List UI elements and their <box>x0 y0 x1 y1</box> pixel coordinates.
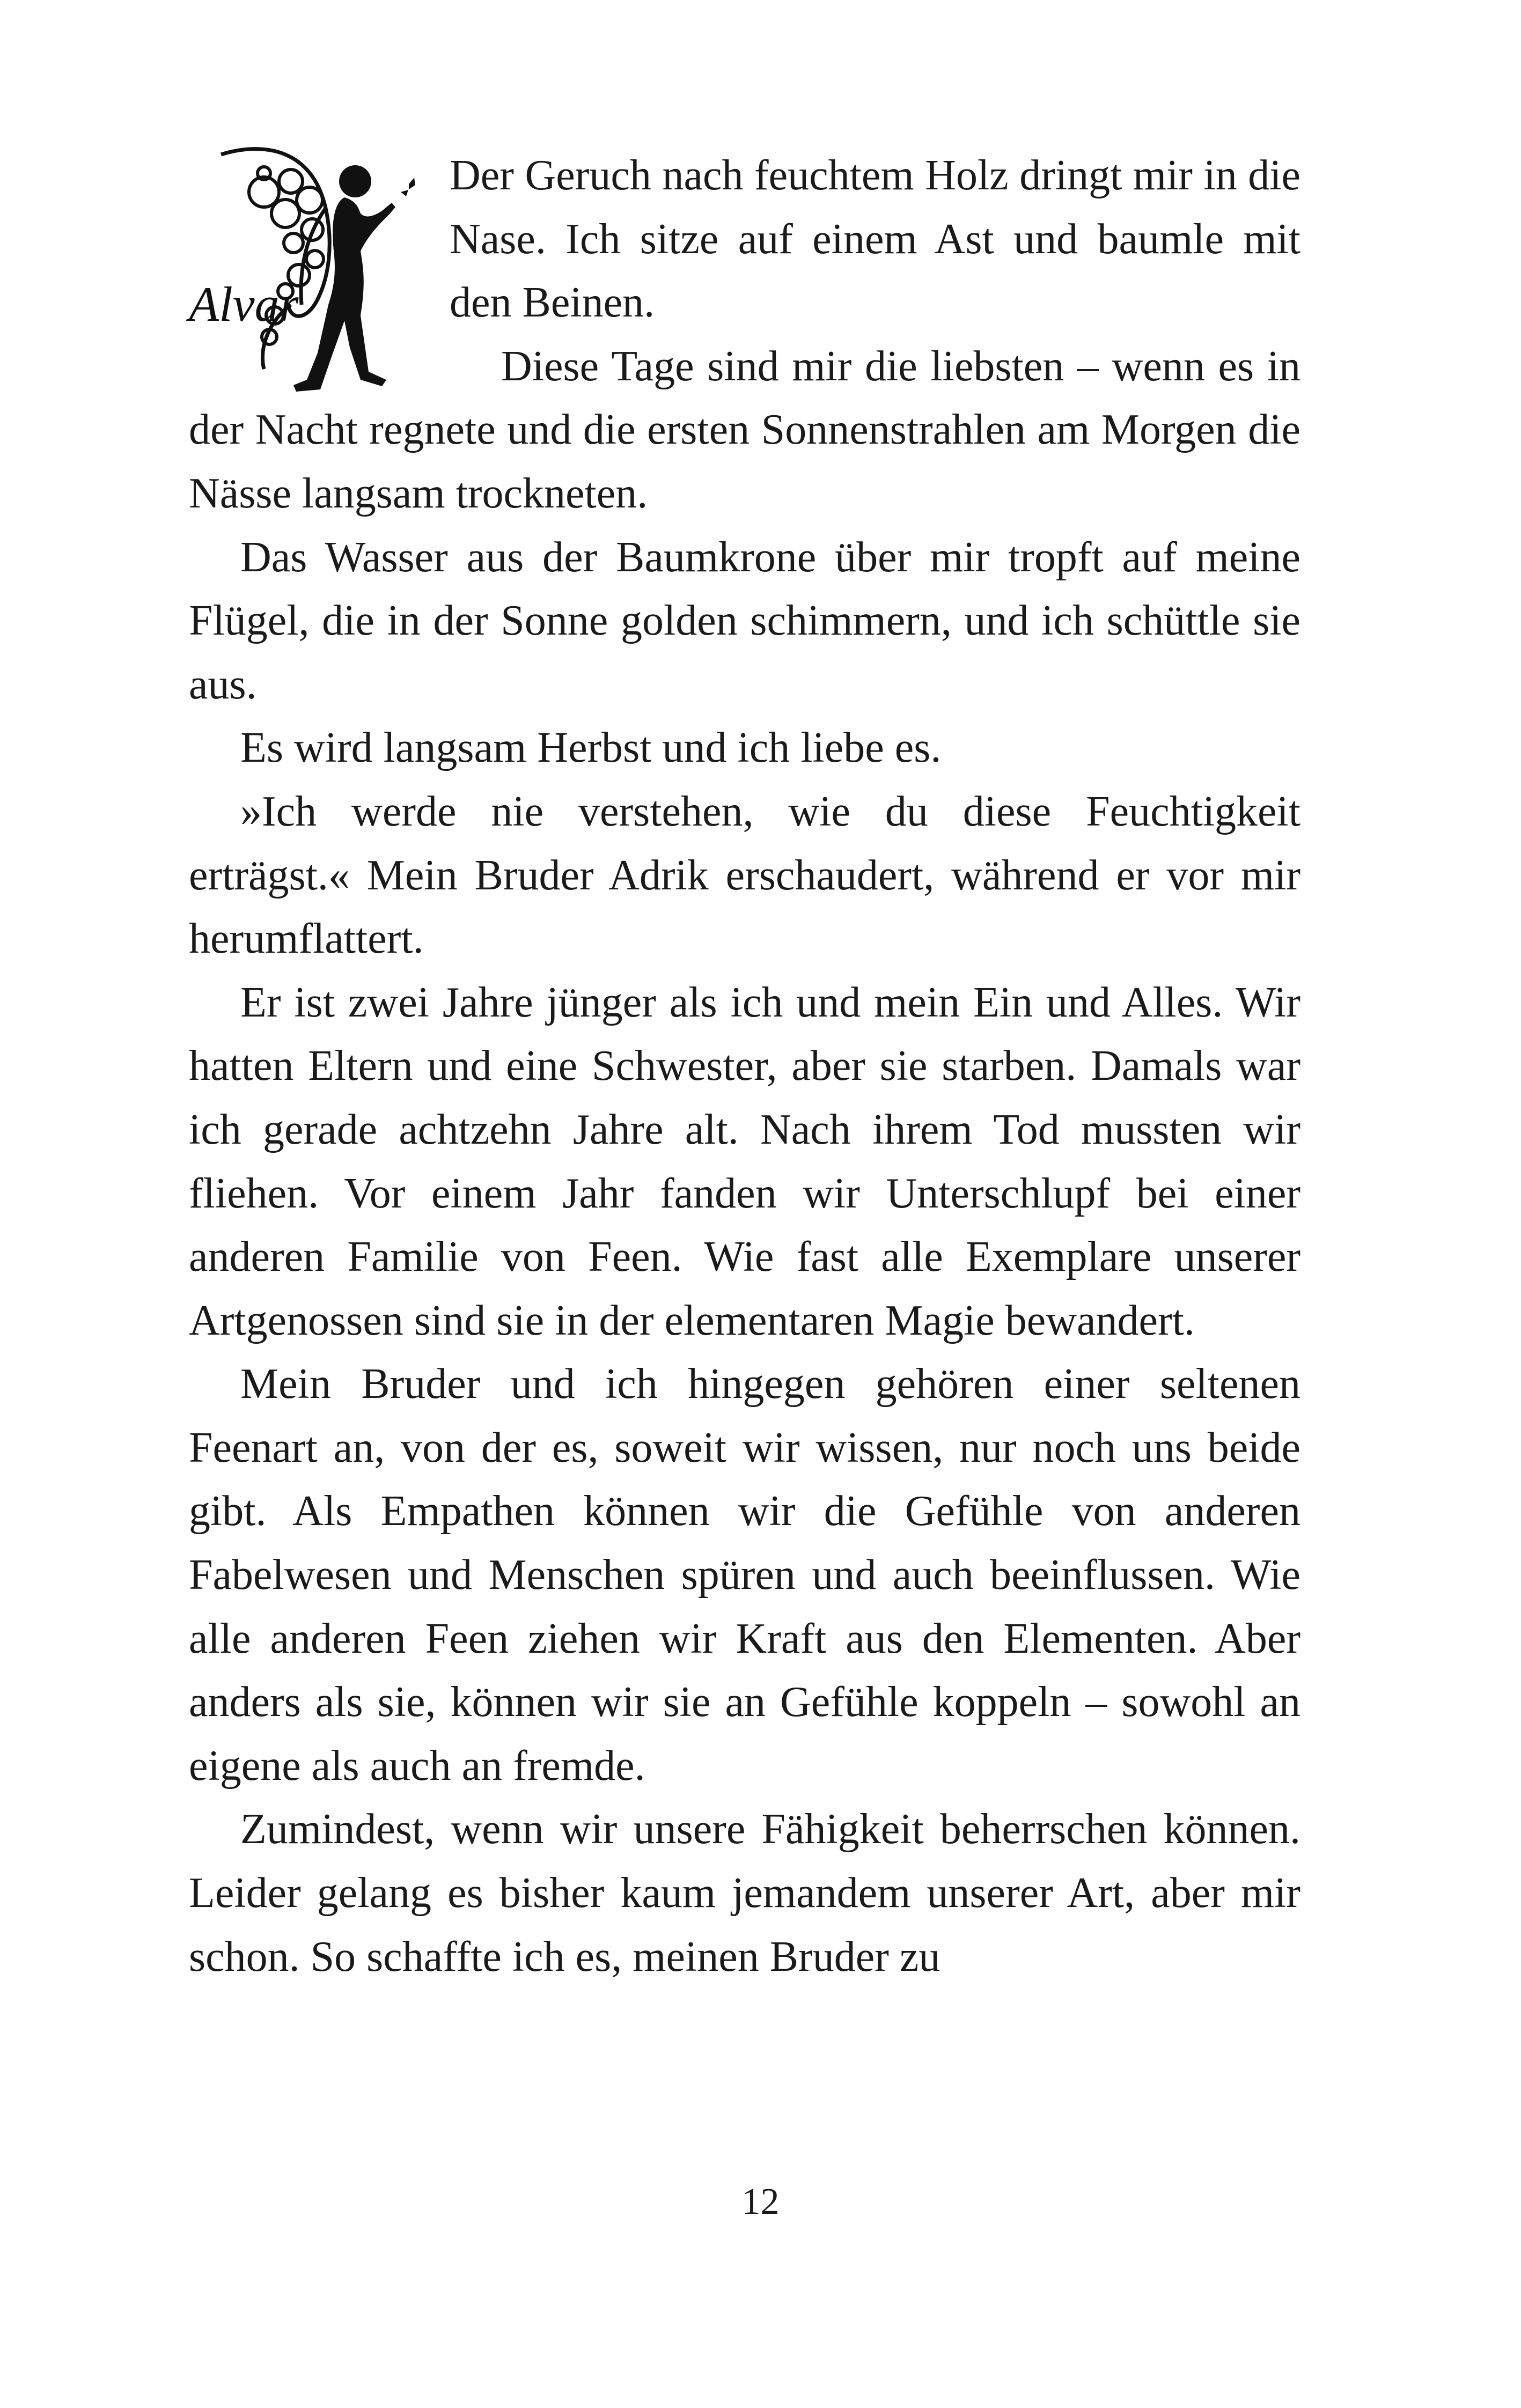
paragraph: »Ich werde nie verstehen, wie du diese Feuchtigkeit erträgst.« Mein Bruder Adrik erschaudert, während er vor mir herumflattert. <box>189 787 1300 963</box>
paragraph: Der Geruch nach feuchtem Holz dringt mir in die Nase. Ich sitze auf einem Ast und baumle mit den Beinen. <box>450 152 1300 327</box>
paragraph: Diese Tage sind mir die liebsten – wenn es in der Nacht regnete und die ersten Sonnenstrahlen am Morgen die Nässe langsam trockneten. <box>189 342 1300 517</box>
body-text <box>189 144 1300 1989</box>
paragraph: Zumindest, wenn wir unsere Fähigkeit beherrschen können. Leider gelang es bisher kaum jemandem unserer Art, aber mir schon. So schaffte ich es, meinen Bruder zu <box>189 1806 1300 1980</box>
paragraph: Es wird langsam Herbst und ich liebe es. <box>240 724 942 772</box>
paragraph: Das Wasser aus der Baumkrone über mir tropft auf meine Flügel, die in der Sonne golden schimmern, und ich schüttle sie aus. <box>189 533 1300 708</box>
paragraph: Mein Bruder und ich hingegen gehören einer seltenen Feenart an, von der es, soweit wir wissen, nur noch uns beide gibt. Als Empathen können wir die Gefühle von anderen Fabelwesen und Menschen spüren und auch beeinflussen. Wie alle anderen Feen ziehen wir Kraft aus den Elementen. Aber anders als sie, können wir sie an Gefühle koppeln – sowohl an eigene als auch an fremde. <box>189 1360 1300 1790</box>
page-number: 12 <box>741 2181 780 2222</box>
chapter-figure <box>183 144 450 396</box>
paragraph: Er ist zwei Jahre jünger als ich und mein Ein und Alles. Wir hatten Eltern und eine Schwester, aber sie starben. Damals war ich gerade achtzehn Jahre alt. Nach ihrem Tod mussten wir fliehen. Vor einem Jahr fanden wir Unterschlupf bei einer anderen Familie von Feen. Wie fast alle Exemplare unserer Artgenossen sind sie in der elementaren Magie bewandert. <box>189 978 1300 1344</box>
fairy-silhouette-icon <box>183 144 420 396</box>
signature-text: Alvar <box>189 277 299 332</box>
